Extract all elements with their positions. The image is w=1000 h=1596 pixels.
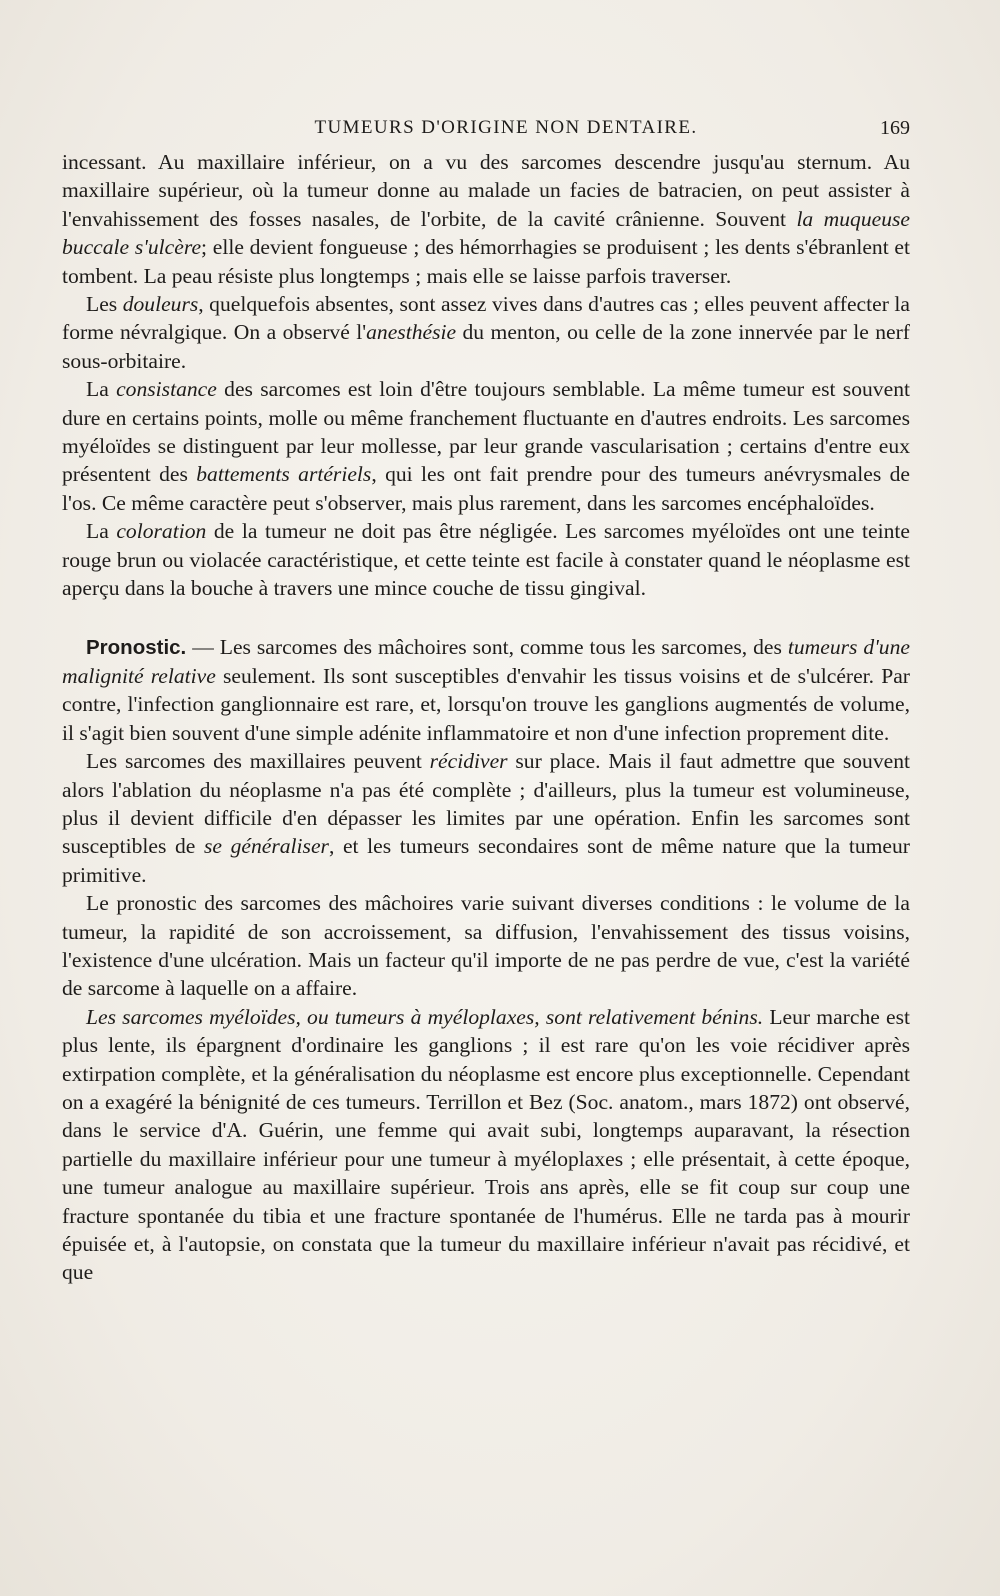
paragraph [62, 290, 910, 375]
paragraph [62, 517, 910, 602]
text-run: Le pronostic des sarcomes des mâchoires varie suivant diverses conditions : le volume de la tumeur, la rapidité de son accroissement, sa diffusion, l'envahissement des tissus voisins, l'existence d'une ulcération. Mais un facteur qu'il importe de ne pas perdre de vue, c'est la variété de sarcome à laquelle on a affaire. [62, 891, 910, 1001]
emphasis-text: tumeurs d'une malignité relative [62, 634, 910, 688]
text-run: du menton, ou celle de la zone innervée par le nerf sous-orbitaire. [62, 320, 910, 373]
body-text [62, 148, 910, 1287]
text-run: Les [86, 292, 123, 317]
emphasis-text: battements artériels [196, 462, 372, 487]
text-run: ; elle devient fongueuse ; des hémorrhagies se produisent ; les dents s'ébranlent et tombent. La peau résiste plus longtemps ; mais elle se laisse parfois traverser. [62, 235, 910, 288]
emphasis-text: coloration [116, 519, 207, 544]
running-header [62, 117, 910, 145]
emphasis-text: la muqueuse buccale s'ulcère [62, 206, 910, 260]
paragraph [62, 633, 910, 748]
text-run: La [86, 377, 117, 402]
paragraph [62, 747, 910, 889]
emphasis-text: se généraliser [203, 834, 329, 859]
running-title: TUMEURS D'ORIGINE NON DENTAIRE. [314, 117, 698, 138]
emphasis-text: Les sarcomes myéloïdes, ou tumeurs à myéloplaxes, sont relativement bénins. [86, 1004, 764, 1029]
text-run: Leur marche est plus lente, ils épargnent d'ordinaire les ganglions ; il est rare qu'on les voie récidiver après extirpation complète, et la généralisation du néoplasme est encore plus exceptionnelle. Cependant on a exagéré la bénignité de ces tumeurs. Terrillon et Bez (Soc. anatom., mars 1872) ont observé, dans le service d'A. Guérin, une femme qui avait subi, longtemps auparavant, la résection partielle du maxillaire inférieur pour une tumeur à myéloplaxes ; elle présentait, à cette époque, une tumeur analogue au maxillaire supérieur. Trois ans après, elle se fit coup sur coup une fracture spontanée du tibia et une fracture spontanée de l'humérus. Elle ne tarda pas à mourir épuisée et, à l'autopsie, on constata que la tumeur du maxillaire inférieur n'avait pas récidivé, et que [62, 1004, 910, 1285]
text-run: sur place. Mais il faut admettre que souvent alors l'ablation du néoplasme n'a pas été complète ; d'ailleurs, plus la tumeur est volumineuse, plus il devient difficile d'en dépasser les limites par une opération. Enfin les sarcomes sont susceptibles de [62, 749, 910, 859]
emphasis-text: anesthésie [366, 320, 457, 345]
text-run: de la tumeur ne doit pas être négligée. Les sarcomes myéloïdes ont une teinte rouge brun ou violacée caractéristique, et cette teinte est facile à constater quand le néoplasme est aperçu dans la bouche à travers une mince couche de tissu gingival. [62, 519, 910, 601]
paragraph [62, 889, 910, 1003]
emphasis-text: consistance [116, 377, 217, 402]
text-run: , quelquefois absentes, sont assez vives dans d'autres cas ; elles peuvent affecter la forme névralgique. On a observé l' [62, 292, 910, 345]
text-run: , et les tumeurs secondaires sont de même nature que la tumeur primitive. [62, 834, 910, 887]
emphasis-text: douleurs [122, 292, 199, 317]
text-run: des sarcomes est loin d'être toujours semblable. La même tumeur est souvent dure en certains points, molle ou même franchement fluctuante en d'autres endroits. Les sarcomes myéloïdes se distinguent par leur mollesse, par leur grande vascularisation ; certains d'entre eux présentent des [62, 377, 910, 487]
emphasis-text: récidiver [429, 749, 508, 774]
text-run: La [86, 519, 117, 544]
section-heading: Pronostic. [86, 635, 187, 659]
text-run: Les sarcomes des maxillaires peuvent [86, 749, 430, 774]
text-run: incessant. Au maxillaire inférieur, on a vu des sarcomes descendre jusqu'au sternum. Au maxillaire supérieur, où la tumeur donne au malade un facies de batracien, on peut assister à l'envahissement des fosses nasales, de l'orbite, de la cavité crânienne. Souvent [62, 150, 910, 231]
page-number: 169 [880, 117, 910, 139]
paragraph [62, 148, 910, 290]
paragraph [62, 1003, 910, 1287]
text-run: — Les sarcomes des mâchoires sont, comme tous les sarcomes, des [186, 634, 788, 659]
text-run: seulement. Ils sont susceptibles d'envahir les tissus voisins et de s'ulcérer. Par contre, l'infection ganglionnaire est rare, et, lorsqu'on trouve les ganglions augmentés de volume, il s'agit bien souvent d'une simple adénite inflammatoire et non d'une infection proprement dite. [62, 663, 910, 745]
paragraph [62, 375, 910, 517]
text-run: , qui les ont fait prendre pour des tumeurs anévrysmales de l'os. Ce même caractère peut s'observer, mais plus rarement, dans les sarcomes encéphaloïdes. [62, 462, 910, 515]
